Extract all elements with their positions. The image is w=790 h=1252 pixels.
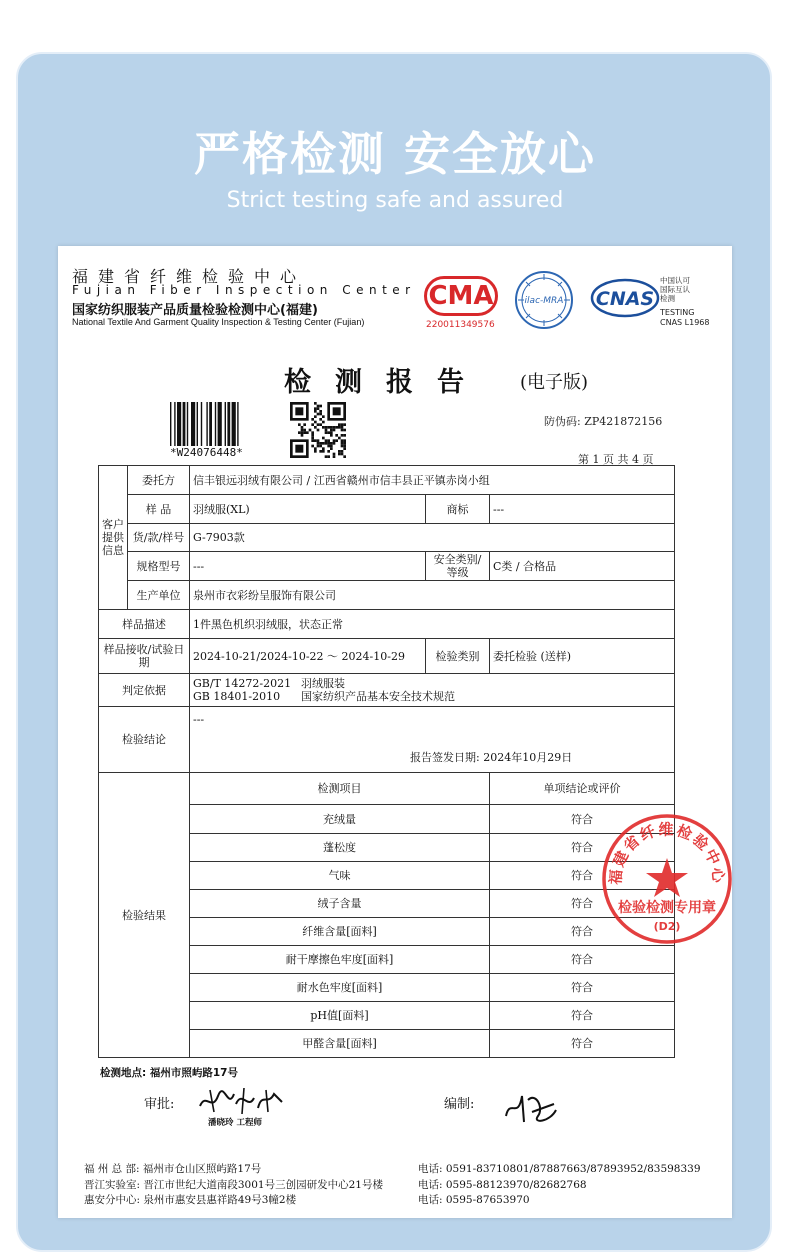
- cma-number: 220011349576: [426, 320, 495, 330]
- item-no-label: 货/款/样号: [128, 524, 190, 552]
- results-col-item: 检测项目: [190, 773, 490, 805]
- phone-line: 电话: 0591-83710801/87887663/87893952/83598339: [418, 1163, 701, 1175]
- spec-label: 规格型号: [128, 552, 190, 581]
- result-item: 气味: [190, 862, 490, 890]
- result-verdict: 符合: [490, 918, 675, 946]
- compile-label: 编制:: [444, 1097, 475, 1112]
- result-verdict: 符合: [490, 862, 675, 890]
- result-item: 纤维含量[面料]: [190, 918, 490, 946]
- address-line: 福 州 总 部: 福州市仓山区照屿路17号: [84, 1163, 262, 1175]
- item-no-value: G-7903款: [190, 524, 675, 552]
- safety-label: 安全类别/等级: [426, 552, 490, 581]
- result-item: 蓬松度: [190, 834, 490, 862]
- report-title: 检测报告: [284, 367, 488, 398]
- sample-value: 羽绒服(XL): [190, 495, 426, 524]
- anti-fake-code: 防伪码: ZP421872156: [544, 415, 663, 428]
- footer-addresses: [84, 1162, 383, 1209]
- approver-caption: 潘晓玲 工程师: [208, 1118, 262, 1128]
- dates-label: 样品接收/试验日期: [99, 639, 190, 674]
- org-name-cn: 福建省纤维检验中心: [72, 267, 307, 286]
- subheadline: Strict testing safe and assured: [226, 188, 564, 213]
- test-location: 检测地点: 福州市照屿路17号: [100, 1067, 238, 1079]
- sample-label: 样 品: [128, 495, 190, 524]
- report-edition: (电子版): [520, 372, 589, 393]
- cnas-side-text: 中国认可 国际互认 检测: [660, 276, 690, 303]
- issue-date: 报告签发日期: 2024年10月29日: [410, 751, 573, 764]
- org-name-en: Fujian Fiber Inspection Center: [72, 283, 416, 297]
- cnas-testing-text: TESTING CNAS L1968: [660, 308, 710, 327]
- result-item: 甲醛含量[面料]: [190, 1030, 490, 1058]
- sample-desc-value: 1件黑色机织羽绒服，状态正常: [190, 610, 675, 639]
- basis-value: GB/T 14272-2021 羽绒服装 GB 18401-2010 国家纺织产品基本安全技术规范: [190, 674, 675, 707]
- basis-label: 判定依据: [99, 674, 190, 707]
- result-verdict: 符合: [490, 946, 675, 974]
- conclusion-value: ---: [193, 713, 205, 726]
- phone-line: 电话: 0595-88123970/82682768: [418, 1178, 587, 1191]
- page-info: 第 1 页 共 4 页: [578, 453, 654, 466]
- approve-label: 审批:: [144, 1097, 175, 1112]
- result-item: pH值[面料]: [190, 1002, 490, 1030]
- results-label: 检验结果: [99, 773, 190, 1058]
- results-col-verdict: 单项结论或评价: [490, 773, 675, 805]
- cnas-logo: [590, 278, 660, 318]
- producer-label: 生产单位: [128, 581, 190, 610]
- svg-text:(D2): (D2): [653, 920, 681, 933]
- report-table: [98, 465, 675, 1058]
- address-line: 晋江实验室: 晋江市世纪大道南段3001号三创园研发中心21号楼: [84, 1178, 383, 1191]
- address-line: 惠安分中心: 泉州市惠安县惠祥路49号3幢2楼: [84, 1194, 297, 1206]
- result-verdict: 符合: [490, 974, 675, 1002]
- result-item: 耐干摩擦色牢度[面料]: [190, 946, 490, 974]
- approver-signature: [196, 1084, 286, 1116]
- svg-text:检验检测专用章: 检验检测专用章: [618, 900, 716, 916]
- result-item: 充绒量: [190, 805, 490, 834]
- conclusion-label: 检验结论: [99, 707, 190, 773]
- result-item: 绒子含量: [190, 890, 490, 918]
- cma-logo: [424, 276, 500, 332]
- official-stamp: [600, 812, 734, 946]
- barcode: [170, 402, 262, 446]
- trademark-label: 商标: [426, 495, 490, 524]
- sample-desc-label: 样品描述: [99, 610, 190, 639]
- phone-line: 电话: 0595-87653970: [418, 1194, 530, 1206]
- inspection-type-label: 检验类别: [426, 639, 490, 674]
- client-info-label: 客户提供信息: [99, 466, 128, 610]
- producer-value: 泉州市衣彩纷呈服饰有限公司: [190, 581, 675, 610]
- result-verdict: 符合: [490, 1030, 675, 1058]
- qr-code: [290, 402, 346, 458]
- client-label: 委托方: [128, 466, 190, 495]
- inspection-type-value: 委托检验 (送样): [490, 639, 675, 674]
- svg-text:福建省纤维检验中心: 福建省纤维检验中心: [606, 820, 728, 886]
- org-full-name-en: National Textile And Garment Quality Inspection & Testing Center (Fujian): [72, 317, 365, 327]
- footer-phones: [418, 1162, 701, 1209]
- svg-text:ilac-MRA: ilac-MRA: [524, 296, 564, 306]
- compiler-signature: [500, 1086, 560, 1126]
- ilac-mra-logo: [514, 270, 574, 330]
- headline: 严格检测 安全放心: [193, 127, 596, 181]
- safety-value: C类 / 合格品: [490, 552, 675, 581]
- result-verdict: 符合: [490, 805, 675, 834]
- client-value: 信丰银远羽绒有限公司 / 江西省赣州市信丰县正平镇赤岗小组: [190, 466, 675, 495]
- spec-value: ---: [190, 552, 426, 581]
- cma-mark: CMA: [424, 276, 498, 316]
- svg-text:CNAS: CNAS: [595, 288, 655, 310]
- dates-value: 2024-10-21/2024-10-22 ～ 2024-10-29: [190, 639, 426, 674]
- barcode-number: *W24076448*: [170, 446, 243, 459]
- result-verdict: 符合: [490, 890, 675, 918]
- result-verdict: 符合: [490, 834, 675, 862]
- result-item: 耐水色牢度[面料]: [190, 974, 490, 1002]
- result-verdict: 符合: [490, 1002, 675, 1030]
- org-full-name-cn: 国家纺织服装产品质量检验检测中心(福建): [72, 303, 318, 318]
- conclusion-cell: [190, 707, 675, 773]
- trademark-value: ---: [490, 495, 675, 524]
